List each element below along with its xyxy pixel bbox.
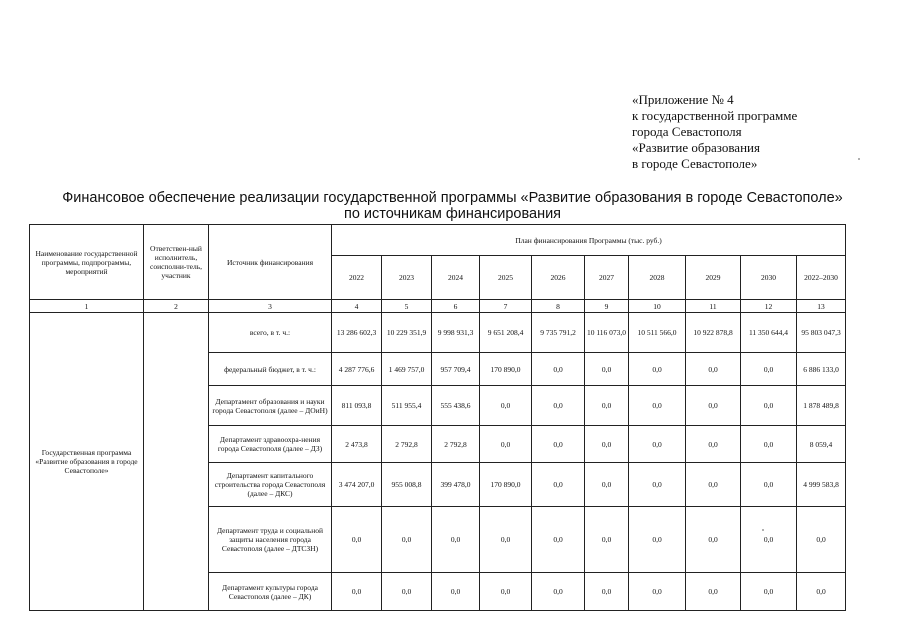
value-cell: 811 093,8 (332, 386, 382, 426)
value-cell: 0,0 (686, 386, 741, 426)
document-title (40, 190, 865, 222)
value-cell: 0,0 (332, 507, 382, 573)
year-header: 2023 (382, 256, 432, 300)
appendix-line: в городе Севастополе» (632, 156, 758, 171)
value-cell: 0,0 (432, 573, 480, 611)
value-cell: 0,0 (797, 507, 846, 573)
value-cell: 11 350 644,4 (741, 313, 797, 353)
value-cell: 0,0 (532, 426, 585, 463)
financing-table (29, 224, 846, 611)
value-cell: 0,0 (741, 426, 797, 463)
year-header: 2027 (585, 256, 629, 300)
source-cell: Департамент культуры города Севастополя (далее – ДК) (209, 573, 332, 611)
value-cell: 0,0 (585, 573, 629, 611)
value-cell: 2 792,8 (382, 426, 432, 463)
year-header: 2022–2030 (797, 256, 846, 300)
value-cell: 9 998 931,3 (432, 313, 480, 353)
value-cell: 170 890,0 (480, 353, 532, 386)
column-index: 1 (30, 300, 144, 313)
value-cell: 0,0 (686, 573, 741, 611)
value-cell: 3 474 207,0 (332, 463, 382, 507)
column-index: 3 (209, 300, 332, 313)
value-cell: 555 438,6 (432, 386, 480, 426)
value-cell: 0,0 (382, 573, 432, 611)
value-cell: 2 792,8 (432, 426, 480, 463)
value-cell: 0,0 (629, 353, 686, 386)
value-cell: 0,0 (332, 573, 382, 611)
value-cell: 0,0 (585, 386, 629, 426)
column-index: 9 (585, 300, 629, 313)
year-header: 2026 (532, 256, 585, 300)
source-cell: Департамент образования и науки города Севастополя (далее – ДОиН) (209, 386, 332, 426)
value-cell: 955 008,8 (382, 463, 432, 507)
value-cell: 95 803 047,3 (797, 313, 846, 353)
year-header: 2029 (686, 256, 741, 300)
source-cell: федеральный бюджет, в т. ч.: (209, 353, 332, 386)
value-cell: 0,0 (629, 573, 686, 611)
header-responsible: Ответствен-ный исполнитель, соисполни-тель, участник (144, 225, 209, 300)
value-cell: 0,0 (741, 386, 797, 426)
title-line-2: по источникам финансирования (343, 206, 562, 222)
column-index: 4 (332, 300, 382, 313)
appendix-line: города Севастополя (632, 124, 742, 139)
value-cell: 0,0 (532, 507, 585, 573)
column-index: 11 (686, 300, 741, 313)
value-cell: 0,0 (629, 507, 686, 573)
year-header: 2025 (480, 256, 532, 300)
value-cell: 4 999 583,8 (797, 463, 846, 507)
column-index-row (30, 300, 846, 313)
value-cell: 10 116 073,0 (585, 313, 629, 353)
responsible-cell (144, 313, 209, 611)
scan-speck (858, 158, 860, 160)
scan-speck (762, 529, 764, 531)
appendix-line: «Развитие образования (632, 140, 760, 155)
value-cell: 0,0 (629, 386, 686, 426)
column-index: 13 (797, 300, 846, 313)
appendix-line: к государственной программе (632, 108, 798, 123)
value-cell: 511 955,4 (382, 386, 432, 426)
header-source: Источник финансирования (209, 225, 332, 300)
value-cell: 0,0 (686, 463, 741, 507)
source-cell: Департамент здравоохра-нения города Севастополя (далее – ДЗ) (209, 426, 332, 463)
value-cell: 10 922 878,8 (686, 313, 741, 353)
value-cell: 8 059,4 (797, 426, 846, 463)
value-cell: 4 287 776,6 (332, 353, 382, 386)
value-cell: 0,0 (585, 463, 629, 507)
value-cell: 0,0 (741, 573, 797, 611)
year-header: 2030 (741, 256, 797, 300)
year-header: 2022 (332, 256, 382, 300)
title-line-1: Финансовое обеспечение реализации государственной программы «Развитие образования в городе Севастополе» (62, 190, 843, 206)
value-cell: 0,0 (629, 463, 686, 507)
value-cell: 0,0 (741, 463, 797, 507)
column-index: 7 (480, 300, 532, 313)
value-cell: 0,0 (432, 507, 480, 573)
value-cell: 0,0 (629, 426, 686, 463)
value-cell: 13 286 602,3 (332, 313, 382, 353)
value-cell: 1 878 489,8 (797, 386, 846, 426)
value-cell: 0,0 (686, 353, 741, 386)
value-cell: 0,0 (741, 507, 797, 573)
column-index: 5 (382, 300, 432, 313)
appendix-line: «Приложение № 4 (632, 92, 734, 107)
value-cell: 0,0 (480, 507, 532, 573)
table-row (30, 313, 846, 353)
value-cell: 1 469 757,0 (382, 353, 432, 386)
value-cell: 0,0 (382, 507, 432, 573)
value-cell: 0,0 (585, 426, 629, 463)
program-name-cell: Государственная программа «Развитие образования в городе Севастополе» (30, 313, 144, 611)
appendix-header (632, 92, 892, 172)
value-cell: 170 890,0 (480, 463, 532, 507)
value-cell: 6 886 133,0 (797, 353, 846, 386)
value-cell: 399 478,0 (432, 463, 480, 507)
source-cell: всего, в т. ч.: (209, 313, 332, 353)
value-cell: 0,0 (480, 426, 532, 463)
source-cell: Департамент капитального строительства города Севастополя (далее – ДКС) (209, 463, 332, 507)
column-index: 12 (741, 300, 797, 313)
value-cell: 9 651 208,4 (480, 313, 532, 353)
value-cell: 0,0 (532, 386, 585, 426)
value-cell: 0,0 (686, 507, 741, 573)
header-row (30, 225, 846, 256)
value-cell: 0,0 (532, 463, 585, 507)
column-index: 2 (144, 300, 209, 313)
column-index: 8 (532, 300, 585, 313)
value-cell: 2 473,8 (332, 426, 382, 463)
column-index: 10 (629, 300, 686, 313)
year-header: 2024 (432, 256, 480, 300)
value-cell: 0,0 (585, 353, 629, 386)
value-cell: 0,0 (480, 573, 532, 611)
value-cell: 0,0 (532, 353, 585, 386)
year-header: 2028 (629, 256, 686, 300)
value-cell: 10 229 351,9 (382, 313, 432, 353)
column-index: 6 (432, 300, 480, 313)
header-name: Наименование государственной программы, подпрограммы, мероприятий (30, 225, 144, 300)
value-cell: 0,0 (797, 573, 846, 611)
value-cell: 0,0 (686, 426, 741, 463)
value-cell: 0,0 (532, 573, 585, 611)
value-cell: 0,0 (585, 507, 629, 573)
source-cell: Департамент труда и социальной защиты населения города Севастополя (далее – ДТСЗН) (209, 507, 332, 573)
header-plan: План финансирования Программы (тыс. руб.) (332, 225, 846, 256)
value-cell: 0,0 (741, 353, 797, 386)
value-cell: 957 709,4 (432, 353, 480, 386)
value-cell: 0,0 (480, 386, 532, 426)
value-cell: 9 735 791,2 (532, 313, 585, 353)
value-cell: 10 511 566,0 (629, 313, 686, 353)
